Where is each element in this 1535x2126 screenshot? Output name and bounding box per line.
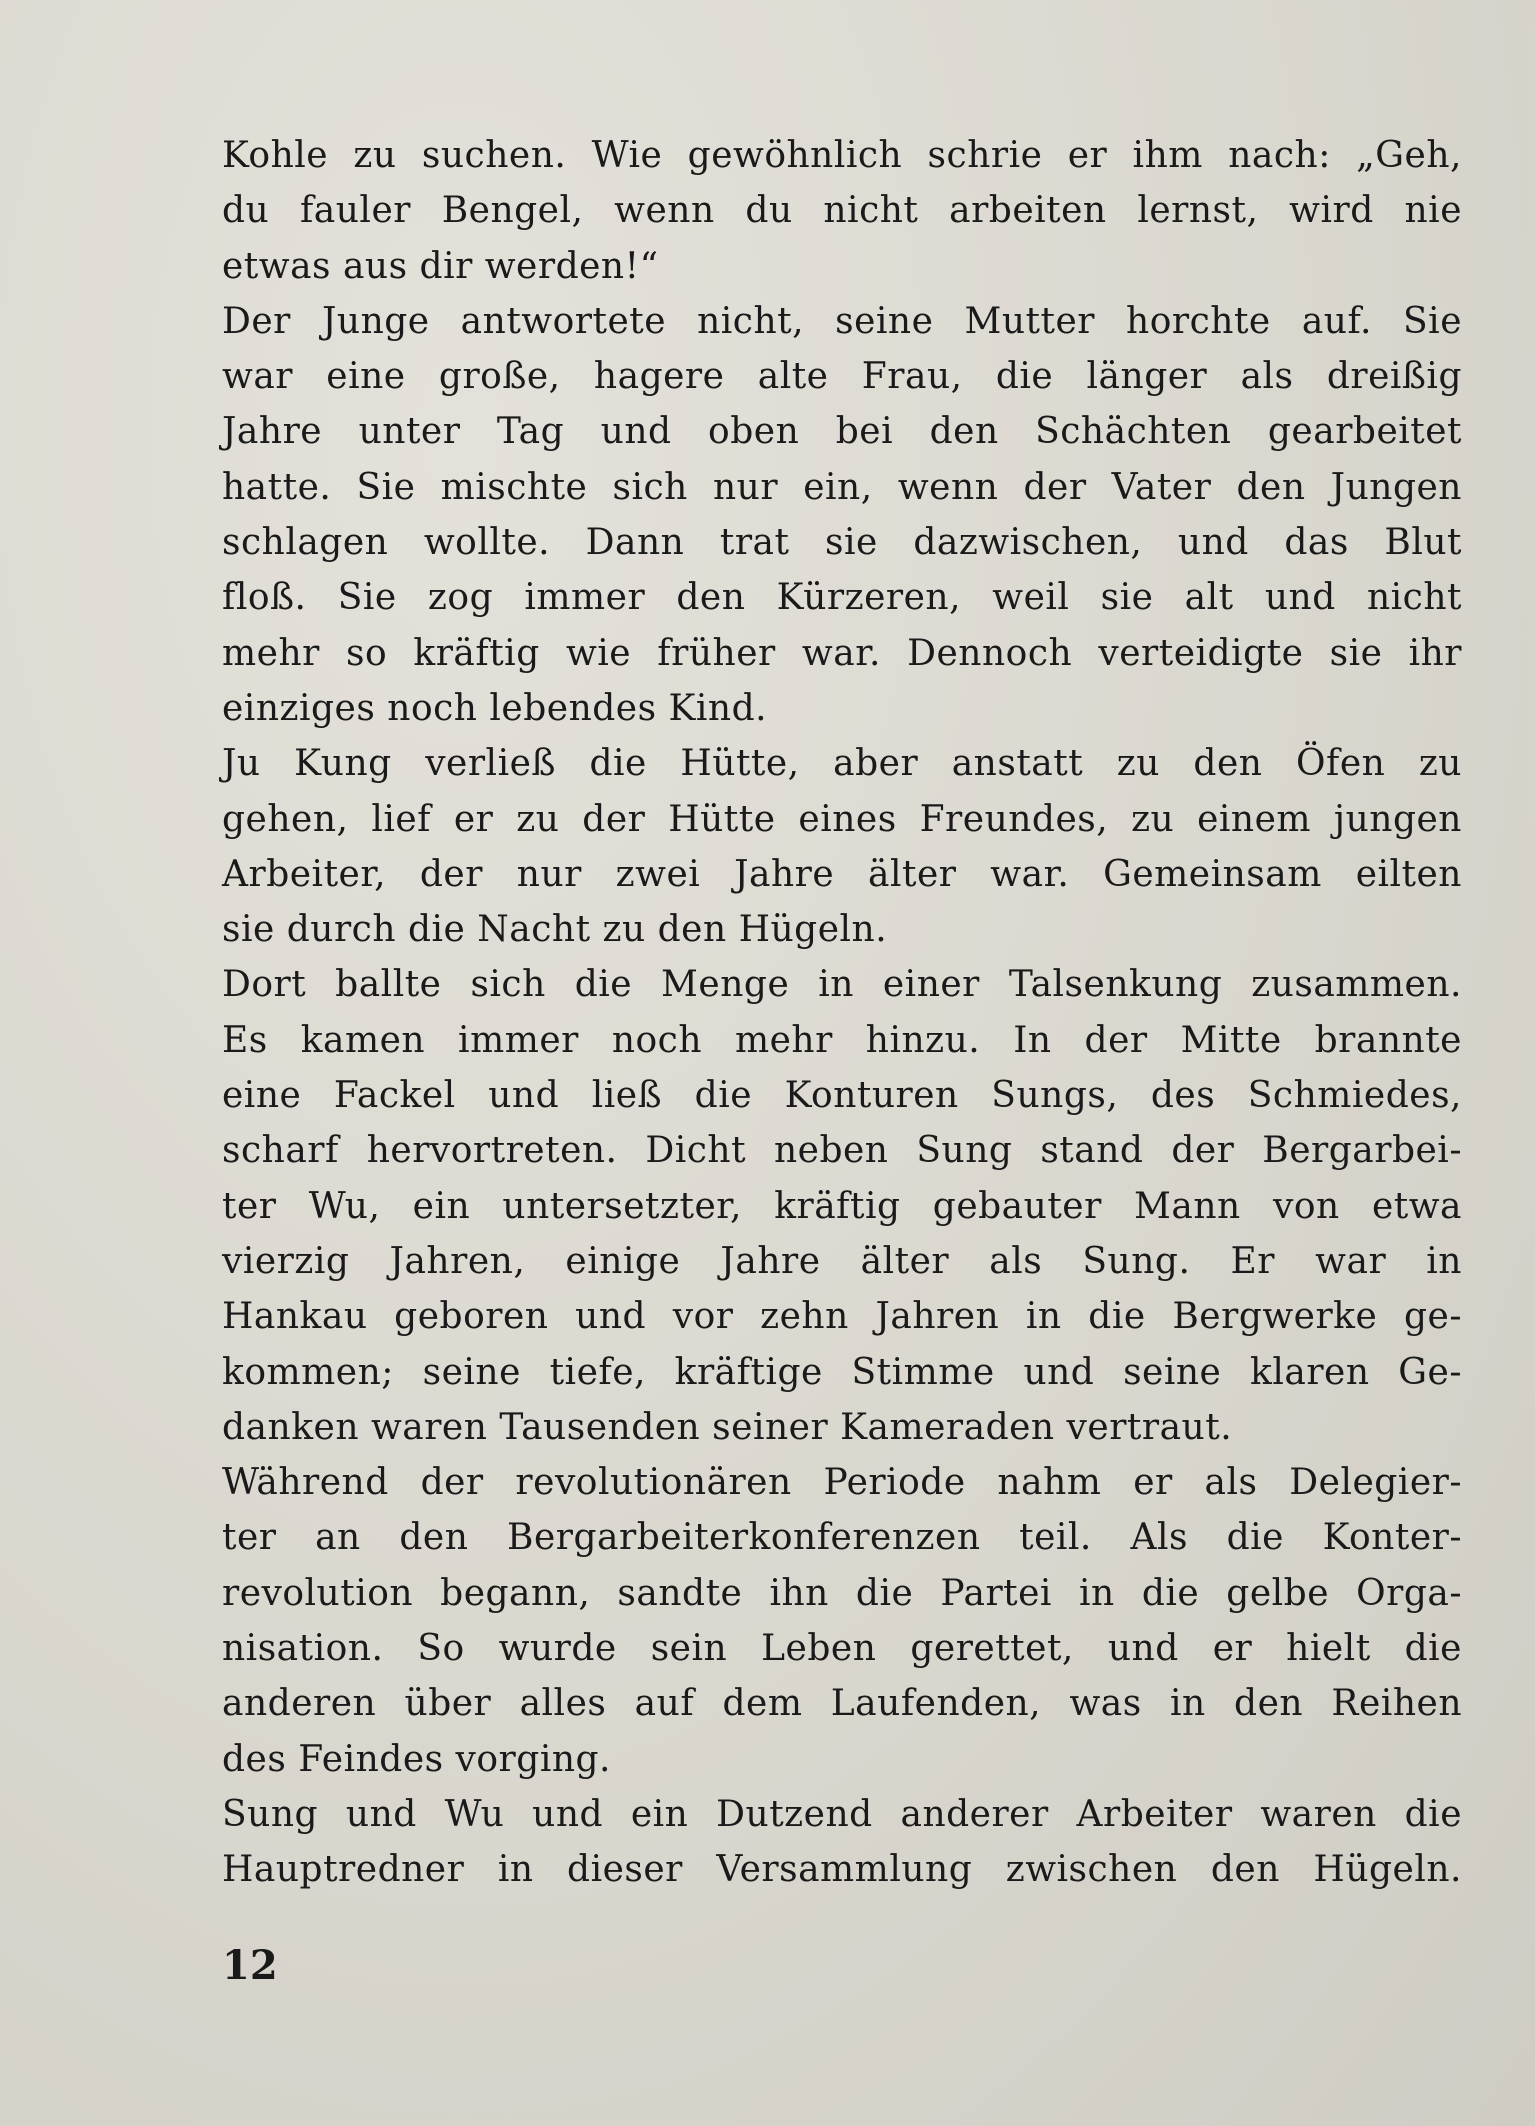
text-line: scharf hervortreten. Dicht neben Sung stand der Bergarbei- <box>222 1130 1462 1172</box>
text-line: revolution begann, sandte ihn die Partei in die gelbe Orga- <box>222 1572 1462 1614</box>
text-line: nisation. So wurde sein Leben gerettet, und er hielt die <box>222 1628 1462 1670</box>
text-line: einziges noch lebendes Kind. <box>222 687 768 729</box>
text-line: ter Wu, ein untersetzter, kräftig gebauter Mann von etwa <box>222 1185 1462 1227</box>
text-line: Jahre unter Tag und oben bei den Schächten gearbeitet <box>222 411 1462 453</box>
text-line: Kohle zu suchen. Wie gewöhnlich schrie er ihm nach: „Geh, <box>222 135 1462 176</box>
text-line: Dort ballte sich die Menge in einer Talsenkung zusammen. <box>222 964 1462 1006</box>
text-line: floß. Sie zog immer den Kürzeren, weil sie alt und nicht <box>222 577 1462 619</box>
text-line: danken waren Tausenden seiner Kameraden vertraut. <box>222 1406 1233 1448</box>
text-line: mehr so kräftig wie früher war. Dennoch verteidigte sie ihr <box>222 632 1462 674</box>
text-line: du fauler Bengel, wenn du nicht arbeiten lernst, wird nie <box>222 190 1462 232</box>
text-line: Sung und Wu und ein Dutzend anderer Arbeiter waren die <box>222 1793 1462 1835</box>
text-line: eine Fackel und ließ die Konturen Sungs, des Schmiedes, <box>222 1075 1462 1117</box>
text-line: hatte. Sie mischte sich nur ein, wenn der Vater den Jungen <box>222 466 1462 508</box>
text-line: sie durch die Nacht zu den Hügeln. <box>222 909 888 951</box>
text-line: Es kamen immer noch mehr hinzu. In der Mitte brannte <box>222 1019 1462 1061</box>
text-line: Hankau geboren und vor zehn Jahren in die Bergwerke ge- <box>222 1296 1462 1338</box>
text-line: etwas aus dir werden!“ <box>222 245 659 287</box>
text-line: kommen; seine tiefe, kräftige Stimme und seine klaren Ge- <box>222 1351 1462 1393</box>
text-line: des Feindes vorging. <box>222 1738 612 1780</box>
page-number: 12 <box>222 1942 278 1989</box>
text-line: vierzig Jahren, einige Jahre älter als Sung. Er war in <box>222 1240 1462 1282</box>
text-line: war eine große, hagere alte Frau, die länger als dreißig <box>222 356 1462 398</box>
text-line: Arbeiter, der nur zwei Jahre älter war. Gemeinsam eilten <box>222 853 1462 895</box>
text-line: Der Junge antwortete nicht, seine Mutter horchte auf. Sie <box>222 300 1462 342</box>
text-line: schlagen wollte. Dann trat sie dazwischen, und das Blut <box>222 522 1462 564</box>
text-line: gehen, lief er zu der Hütte eines Freundes, zu einem jungen <box>222 798 1462 840</box>
body-text <box>222 128 1462 1898</box>
text-line: Hauptredner in dieser Versammlung zwischen den Hügeln. <box>222 1849 1462 1891</box>
text-line: anderen über alles auf dem Laufenden, was in den Reihen <box>222 1683 1462 1725</box>
text-line: Ju Kung verließ die Hütte, aber anstatt zu den Öfen zu <box>222 743 1462 785</box>
text-line: Während der revolutionären Periode nahm er als Delegier- <box>222 1462 1462 1504</box>
text-line: ter an den Bergarbeiterkonferenzen teil. Als die Konter- <box>222 1517 1462 1559</box>
